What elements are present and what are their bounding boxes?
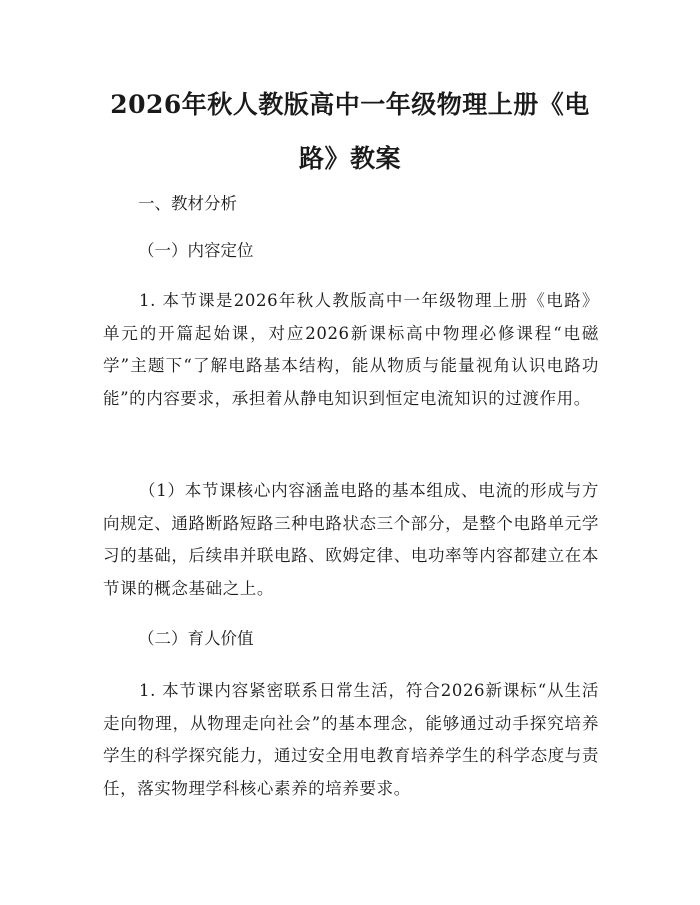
section-heading-textbook-analysis: 一、教材分析: [138, 194, 237, 213]
paragraph-content-positioning-2: （1）本节课核心内容涵盖电路的基本组成、电流的形成与方向规定、通路断路短路三种电路状态三个部分，是整个电路单元学习的基础，后续串并联电路、欧姆定律、电功率等内容都建立在本节课的概念基础之上。: [103, 481, 599, 598]
subsection-heading-content-positioning: （一）内容定位: [138, 241, 254, 260]
document-title: 2026年秋人教版高中一年级物理上册《电路》教案: [110, 90, 590, 173]
paragraph-content-positioning-1: 1. 本节课是2026年秋人教版高中一年级物理上册《电路》单元的开篇起始课，对应2026新课标高中物理必修课程“电磁学”主题下“了解电路基本结构，能从物质与能量视角认识电路功能”的内容要求，承担着从静电知识到恒定电流知识的过渡作用。: [103, 291, 599, 408]
subsection-heading-educational-value: （二）育人价值: [138, 629, 254, 648]
paragraph-educational-value-1: 1. 本节课内容紧密联系日常生活，符合2026新课标“从生活走向物理，从物理走向社会”的基本理念，能够通过动手探究培养学生的科学探究能力，通过安全用电教育培养学生的科学态度与责任，落实物理学科核心素养的培养要求。: [103, 681, 599, 798]
